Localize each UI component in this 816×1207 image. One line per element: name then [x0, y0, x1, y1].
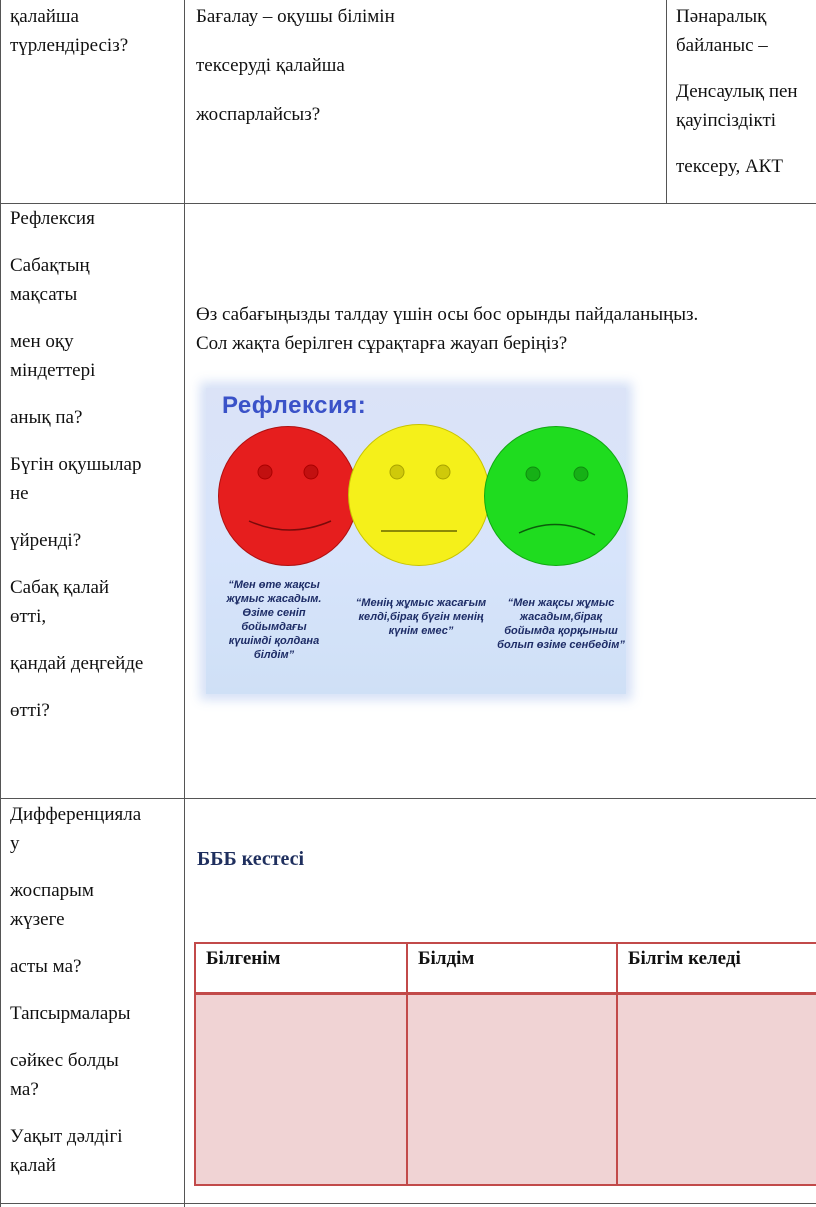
- row1-interdisciplinary: [676, 2, 816, 181]
- caption-line: бойымдағы: [241, 621, 307, 633]
- text-line: міндеттері: [10, 360, 96, 381]
- text-line: Рефлексия: [10, 208, 95, 229]
- face-features-icon: [219, 427, 357, 565]
- kwl-cell-learned[interactable]: [408, 994, 616, 1184]
- text-line: мақсаты: [10, 284, 78, 305]
- differentiation-questions: [10, 800, 141, 1180]
- text-line: қалайша: [10, 6, 79, 27]
- text-line: Пәнаралық: [676, 6, 767, 27]
- table-border-left: [0, 0, 1, 1207]
- text-line: ма?: [10, 1079, 39, 1100]
- caption-line: келді,бірақ бүгін менің: [358, 611, 484, 623]
- text-line: мен оқу: [10, 331, 74, 352]
- text-line: жоспарлайсыз?: [196, 104, 321, 125]
- reflection-instruction: [196, 300, 698, 358]
- caption-line: жұмыс жасадым.: [226, 593, 322, 605]
- text-line: жүзеге: [10, 909, 65, 930]
- text-line: Уақыт дәлдігі: [10, 1126, 123, 1147]
- kwl-header-learned: Білдім: [418, 948, 475, 969]
- text-line: үйренді?: [10, 530, 82, 551]
- row1-assessment: [196, 2, 395, 129]
- text-line: байланыс –: [676, 35, 768, 56]
- text-line: тексеру, АКТ: [676, 156, 783, 177]
- text-line: Сол жақта берілген сұрақтарға жауап беріңіз?: [196, 333, 568, 354]
- caption-line: Өзіме сеніп: [242, 607, 306, 619]
- caption-line: “Мен өте жақсы: [228, 579, 320, 591]
- text-line: Бүгін оқушылар: [10, 454, 142, 475]
- text-line: анық па?: [10, 407, 83, 428]
- text-line: асты ма?: [10, 956, 82, 977]
- text-line: өтті,: [10, 606, 47, 627]
- red-smiley-face-icon: [218, 426, 358, 566]
- caption-line: жасадым,бірақ: [519, 611, 603, 623]
- caption-line: “Мен жақсы жұмыс: [507, 597, 615, 609]
- kwl-cell-know[interactable]: [196, 994, 406, 1184]
- face-features-icon: [485, 427, 627, 565]
- text-line: сәйкес болды: [10, 1050, 119, 1071]
- kwl-cell-want[interactable]: [618, 994, 816, 1184]
- caption-line: білдім”: [253, 649, 295, 661]
- kwl-table-title: БББ кестесі: [197, 848, 305, 870]
- text-line: у: [10, 833, 20, 854]
- yellow-face-caption: [346, 596, 496, 638]
- text-line: Сабақ қалай: [10, 577, 110, 598]
- red-face-caption: [214, 578, 334, 662]
- column-divider-2: [666, 0, 667, 203]
- text-line: өтті?: [10, 700, 50, 721]
- text-line: тексеруді қалайша: [196, 55, 345, 76]
- text-line: қауіпсіздікті: [676, 110, 777, 131]
- kwl-header-want: Білгім келеді: [628, 948, 741, 969]
- text-line: Дифференцияла: [10, 804, 142, 825]
- face-features-icon: [349, 425, 489, 565]
- caption-line: күшімді қолдана: [228, 635, 320, 647]
- row-divider-2: [0, 798, 816, 799]
- caption-line: болып өзіме сенбедім”: [497, 639, 625, 651]
- row1-question: [10, 2, 128, 60]
- caption-line: “Менің жұмыс жасағым: [355, 597, 487, 609]
- reflection-questions: [10, 204, 143, 725]
- caption-line: күнім емес”: [388, 625, 454, 637]
- reflection-picture: [206, 388, 626, 694]
- text-line: түрлендіресіз?: [10, 35, 129, 56]
- reflection-picture-title: Рефлексия:: [222, 392, 367, 419]
- green-frown-face-icon: [484, 426, 628, 566]
- caption-line: бойымда қорқыныш: [504, 625, 618, 637]
- text-line: жоспарым: [10, 880, 94, 901]
- text-line: Өз сабағыңызды талдау үшін осы бос орынды пайдаланыңыз.: [196, 304, 699, 325]
- text-line: не: [10, 483, 29, 504]
- kwl-header-know: Білгенім: [206, 948, 281, 969]
- text-line: Тапсырмалары: [10, 1003, 131, 1024]
- text-line: Денсаулық пен: [676, 81, 798, 102]
- text-line: Бағалау – оқушы білімін: [196, 6, 395, 27]
- kwl-table: [194, 942, 816, 1186]
- table-border-bottom: [0, 1203, 816, 1204]
- green-face-caption: [496, 596, 626, 652]
- yellow-neutral-face-icon: [348, 424, 490, 566]
- column-divider-1: [184, 0, 185, 1207]
- text-line: қандай деңгейде: [10, 653, 144, 674]
- text-line: Сабақтың: [10, 255, 90, 276]
- text-line: қалай: [10, 1155, 56, 1176]
